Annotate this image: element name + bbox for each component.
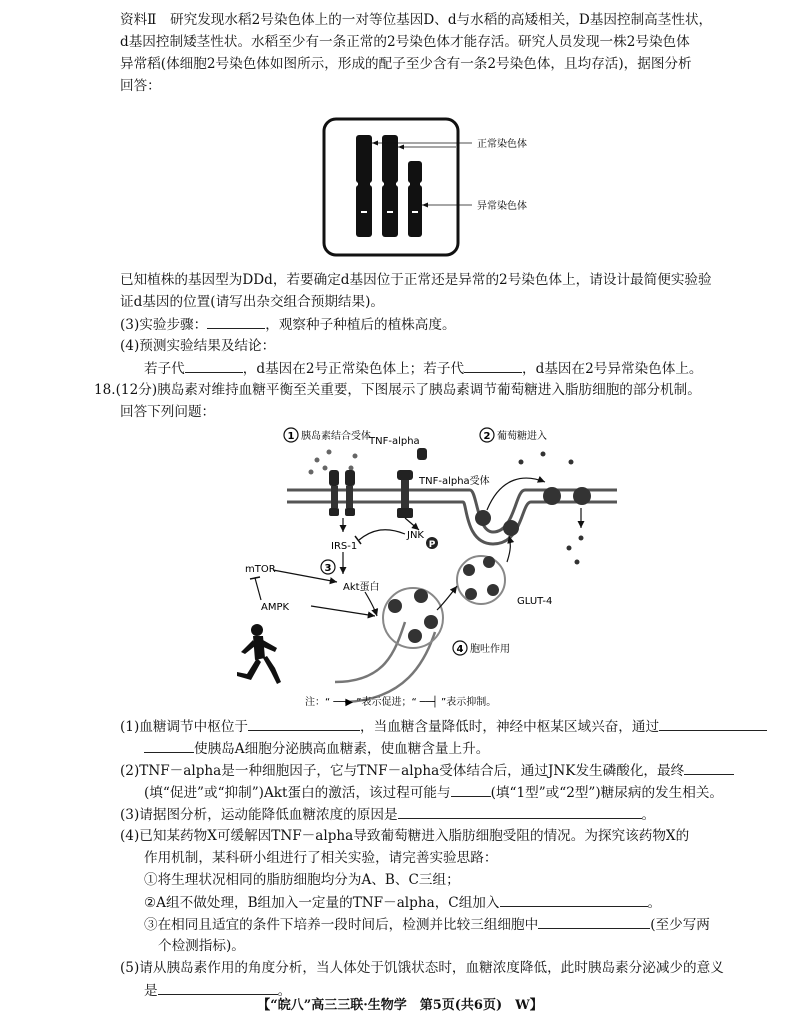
q4-step3-blank[interactable] <box>538 914 650 929</box>
q2-line2 <box>144 782 784 803</box>
glucose-molecules <box>519 452 584 565</box>
q1-text-a: (1)血糖调节中枢位于 <box>120 719 249 735</box>
q4-step2 <box>144 892 784 913</box>
q5-line1: (5)请从胰岛素作用的角度分析，当人体处于饥饿状态时，血糖浓度降低，此时胰岛素分泌减少的意义 <box>120 960 724 976</box>
q5-text-b: 是 <box>144 983 158 999</box>
q2-text-b: (填“促进”或“抑制”)Akt蛋白的激活，该过程可能与 <box>144 785 451 801</box>
q3-blank[interactable] <box>398 804 642 819</box>
insulin-receptor-icon <box>329 470 355 516</box>
q4-line2: 作用机制，某科研小组进行了相关实验，请完善实验思路： <box>144 850 498 866</box>
phosphate-icon: P <box>428 540 436 550</box>
q2-text-a: (2)TNF－alpha是一种细胞因子，它与TNF－alpha受体结合后，通过JNK发生磷酸化，最终 <box>120 763 685 779</box>
q3-text-a: (3)请据图分析，运动能降低血糖浓度的原因是 <box>120 807 398 823</box>
q1-blank-1[interactable] <box>248 716 360 731</box>
figure-number-1: 1 <box>287 431 295 442</box>
q17-result-a: 若子代 <box>144 361 185 377</box>
q17-results <box>144 358 784 379</box>
q5-blank[interactable] <box>158 980 278 995</box>
chromosome-abnormal <box>408 161 422 237</box>
q17-line2: 证d基因的位置(请写出杂交组合预期结果)。 <box>120 294 384 310</box>
label-irs1: IRS-1 <box>331 541 358 552</box>
q17-q3-suffix: ，观察种子种植后的植株高度。 <box>265 317 456 333</box>
q2-blank-2[interactable] <box>451 782 491 797</box>
glut4-vesicle-lower <box>388 589 438 643</box>
q17-q3 <box>120 314 780 335</box>
chromosome-normal-2 <box>382 135 398 237</box>
page-footer: 【“皖八”高三三联·生物学 第5页(共6页) W】 <box>257 998 543 1013</box>
chromosome-normal-1 <box>356 135 372 237</box>
glut4-membrane-icons <box>475 487 591 536</box>
runner-icon <box>237 624 281 684</box>
q18-line1: 18.(12分)胰岛素对维持血糖平衡至关重要，下图展示了胰岛素调节葡萄糖进入脂肪细胞的部分机制。 <box>94 382 701 398</box>
label-glucose-entry: 葡萄糖进入 <box>497 431 547 442</box>
q17-q3-prefix: (3)实验步骤： <box>120 317 208 333</box>
label-glut4: GLUT-4 <box>517 596 553 607</box>
q4-line1: (4)已知某药物X可缓解因TNF－alpha导致葡萄糖进入脂肪细胞受阻的情况。为探究该药物X的 <box>120 828 690 844</box>
q4-step3-text-a: ③在相同且适宜的条件下培养一段时间后，检测并比较三组细胞中 <box>144 917 539 933</box>
q2-text-c: (填“1型”或“2型”)糖尿病的发生相关。 <box>490 785 724 801</box>
q4-step3-text-b: (至少写两 <box>650 917 710 933</box>
q17-q4: (4)预测实验结果及结论： <box>120 338 276 354</box>
figure-number-4: 4 <box>456 644 464 655</box>
insulin-mechanism-figure <box>225 422 625 712</box>
label-jnk: JNK <box>407 530 424 541</box>
label-ampk: AMPK <box>261 602 290 613</box>
q1-blank-3[interactable] <box>144 738 194 753</box>
q17-result-b: ，d基因在2号正常染色体上；若子代 <box>242 361 465 377</box>
q4-step2-text-b: 。 <box>647 895 662 911</box>
q3-line <box>120 804 780 825</box>
q5-text-c: 。 <box>277 983 292 999</box>
chromosome-figure <box>322 117 562 257</box>
q4-step3-cont: 个检测指标)。 <box>158 938 245 954</box>
q4-step1: ①将生理状况相同的脂肪细胞均分为A、B、C三组； <box>144 872 460 888</box>
q1-blank-2[interactable] <box>659 716 767 731</box>
glut4-vesicle-upper <box>463 556 499 600</box>
q1-line1 <box>120 716 780 737</box>
material2-line1: 资料Ⅱ 研究发现水稻2号染色体上的一对等位基因D、d与水稻的高矮相关，D基因控制高茎性状， <box>120 12 713 28</box>
tnf-alpha-icon <box>417 448 427 460</box>
label-exocytosis: 胞吐作用 <box>470 644 510 655</box>
q4-step2-text-a: ②A组不做处理，B组加入一定量的TNF－alpha，C组加入 <box>144 895 500 911</box>
figure-number-2: 2 <box>483 431 491 442</box>
material2-line4: 回答： <box>120 78 161 94</box>
label-tnf-receptor: TNF-alpha受体 <box>419 476 490 487</box>
label-akt: Akt蛋白 <box>343 582 380 593</box>
material2-line3: 异常稻(体细胞2号染色体如图所示，形成的配子至少含有一条2号染色体，且均存活)，据图分析 <box>120 56 692 72</box>
q18-line2: 回答下列问题： <box>120 404 216 420</box>
figure-note: 注：“ ──▶ ”表示促进；“ ──┤ ”表示抑制。 <box>305 697 497 708</box>
label-mtor: mTOR <box>245 564 276 575</box>
label-tnf-alpha: TNF-alpha <box>369 436 420 447</box>
q2-line1 <box>120 760 720 781</box>
normal-chromosome-label: 正常染色体 <box>477 139 527 150</box>
q1-text-c: 使胰岛A细胞分泌胰高血糖素，使血糖含量上升。 <box>194 741 490 757</box>
q2-blank-1[interactable] <box>684 760 734 775</box>
label-insulin-binding: 胰岛素结合受体 <box>301 431 371 442</box>
q17-result-blank-2[interactable] <box>464 358 522 373</box>
q1-line2 <box>144 738 784 759</box>
material2-line2: d基因控制矮茎性状。水稻至少有一条正常的2号染色体才能存活。研究人员发现一株2号染色体 <box>120 34 690 50</box>
q17-line1: 已知植株的基因型为DDd，若要确定d基因位于正常还是异常的2号染色体上，请设计最简便实验验 <box>120 272 712 288</box>
q3-text-b: 。 <box>641 807 656 823</box>
abnormal-chromosome-label: 异常染色体 <box>477 201 527 212</box>
q17-result-blank-1[interactable] <box>185 358 243 373</box>
q1-text-b: ，当血糖含量降低时，神经中枢某区域兴奋，通过 <box>360 719 660 735</box>
q4-step3 <box>144 914 784 935</box>
q4-step2-blank[interactable] <box>500 892 648 907</box>
q17-q3-answer-blank[interactable] <box>207 314 265 329</box>
tnf-receptor-icon <box>397 470 413 518</box>
figure-number-3: 3 <box>324 563 332 574</box>
q17-result-c: ，d基因在2号异常染色体上。 <box>522 361 703 377</box>
